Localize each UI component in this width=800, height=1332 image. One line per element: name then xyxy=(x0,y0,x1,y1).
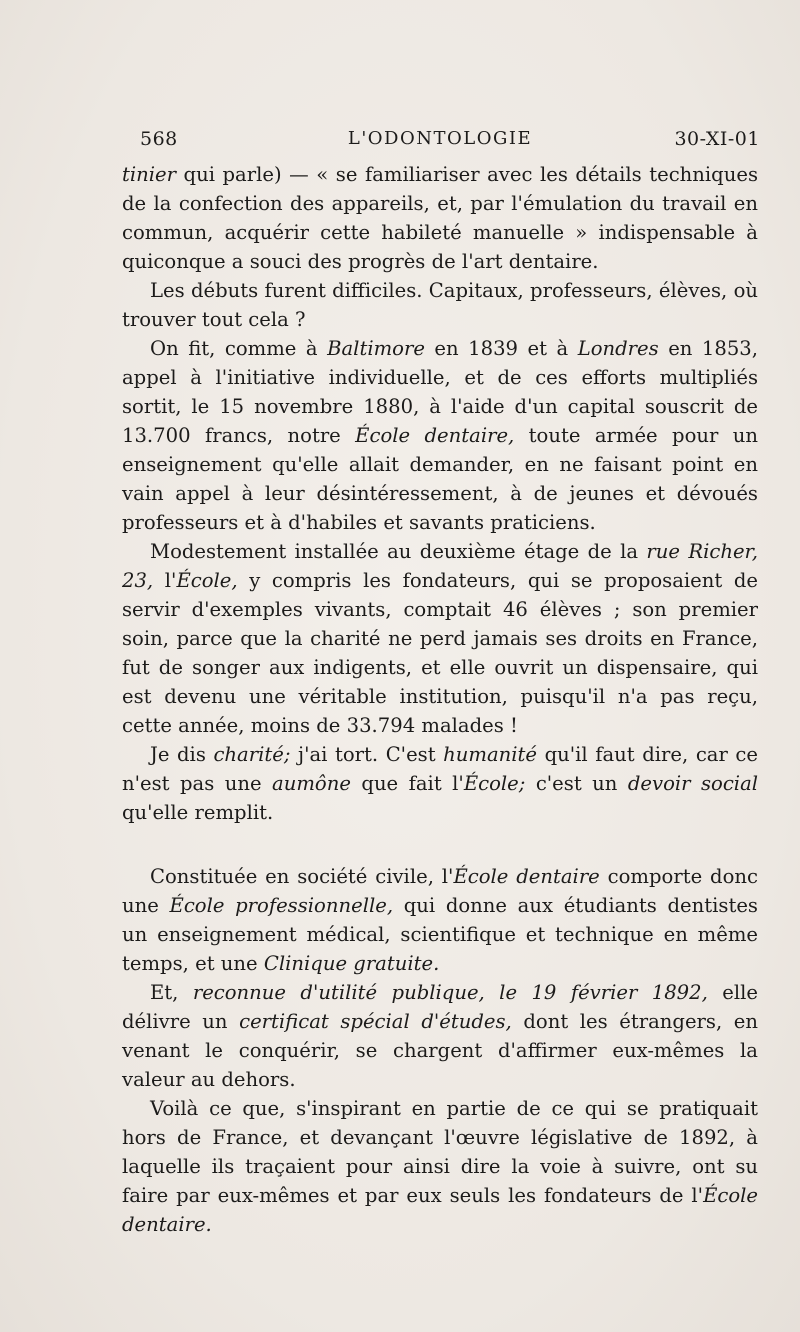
italic-run: Baltimore xyxy=(327,337,425,360)
text-run: Les débuts furent difficiles. Capitaux, professeurs, élèves, où trouver tout cela ? xyxy=(122,279,758,331)
text-run: en 1839 et à xyxy=(424,337,578,360)
text-run: Modestement installée au deuxième étage de la xyxy=(150,540,647,563)
text-run: qu'il faut dire, car ce n'est pas une xyxy=(122,743,758,795)
italic-run: rue Richer, 23, xyxy=(122,540,758,592)
italic-run: humanité xyxy=(443,743,538,766)
section-gap xyxy=(122,827,758,862)
italic-run: aumône xyxy=(272,772,351,795)
text-run: comporte donc une xyxy=(122,865,758,917)
italic-run: charité; xyxy=(213,743,291,766)
italic-run: Londres xyxy=(577,337,659,360)
text-run: qu'elle remplit. xyxy=(122,801,274,824)
text-run: On fit, comme à xyxy=(150,337,328,360)
italic-run: École, xyxy=(176,569,238,592)
paragraph xyxy=(122,862,758,978)
italic-run: École dentaire. xyxy=(122,1184,758,1236)
text-run: Je dis xyxy=(150,743,214,766)
italic-run: École professionnelle, xyxy=(169,894,394,917)
paragraph xyxy=(122,740,758,827)
text-run: l' xyxy=(153,569,177,592)
text-run: que fait l' xyxy=(350,772,464,795)
page-number: 568 xyxy=(140,128,178,150)
italic-run: École dentaire, xyxy=(355,424,515,447)
text-run: dont les étrangers, en venant le conquérir, se chargent d'affirmer eux-mêmes la valeur au dehors. xyxy=(122,1010,758,1091)
italic-run: certificat spécial d'études, xyxy=(239,1010,512,1033)
text-run: qui donne aux étudiants dentistes un enseignement médical, scientifique et technique en même temps, et une xyxy=(122,894,758,975)
italic-run: devoir social xyxy=(627,772,759,795)
text-run: Constituée en société civile, l' xyxy=(150,865,454,888)
text-run: elle délivre un xyxy=(122,981,759,1033)
italic-run: reconnue d'utilité publique, le 19 février 1892, xyxy=(192,981,708,1004)
paragraph xyxy=(122,334,758,537)
text-run: toute armée pour un enseignement qu'elle allait demander, en ne faisant point en vain appel à leur désintéressement, à de jeunes et dévoués professeurs et à d'habiles et savants praticiens. xyxy=(122,424,758,534)
text-run: c'est un xyxy=(525,772,628,795)
text-run: qui parle) — « se familiariser avec les détails techniques de la confection des appareils, et, par l'émulation du travail en commun, acquérir cette habileté manuelle » indispensable à quiconque a souci des progrès de l'art dentaire. xyxy=(122,163,758,273)
paragraph xyxy=(122,276,758,334)
paragraph xyxy=(122,160,758,276)
paragraph xyxy=(122,978,758,1094)
text-run: y compris les fondateurs, qui se proposaient de servir d'exemples vivants, comptait 46 élèves ; son premier soin, parce que la charité ne perd jamais ses droits en France, fut de songer aux indigents, et elle ouvrit un dispensaire, qui est devenu une véritable institution, puisqu'il n'a pas reçu, cette année, moins de 33.794 malades ! xyxy=(122,569,758,737)
running-title: L'ODONTOLOGIE xyxy=(347,128,533,149)
running-header xyxy=(120,128,760,156)
text-run: en 1853, appel à l'initiative individuelle, et de ces efforts multipliés sortit, le 15 novembre 1880, à l'aide d'un capital souscrit de 13.700 francs, notre xyxy=(122,337,759,447)
text-run: Et, xyxy=(150,981,193,1004)
issue-date: 30-XI-01 xyxy=(674,128,760,150)
text-run: Voilà ce que, s'inspirant en partie de ce qui se pratiquait hors de France, et devançant l'œuvre législative de 1892, à laquelle ils traçaient pour ainsi dire la voie à suivre, ont su faire par eux-mêmes et par eux seuls les fondateurs de l' xyxy=(122,1097,758,1207)
italic-run: École; xyxy=(463,772,526,795)
italic-run: École dentaire xyxy=(453,865,600,888)
body-text xyxy=(122,160,758,1239)
italic-run: Clinique gratuite. xyxy=(263,952,440,975)
italic-run: tinier xyxy=(122,163,176,186)
text-run: j'ai tort. C'est xyxy=(290,743,444,766)
paragraph xyxy=(122,537,758,740)
paragraph xyxy=(122,1094,758,1239)
